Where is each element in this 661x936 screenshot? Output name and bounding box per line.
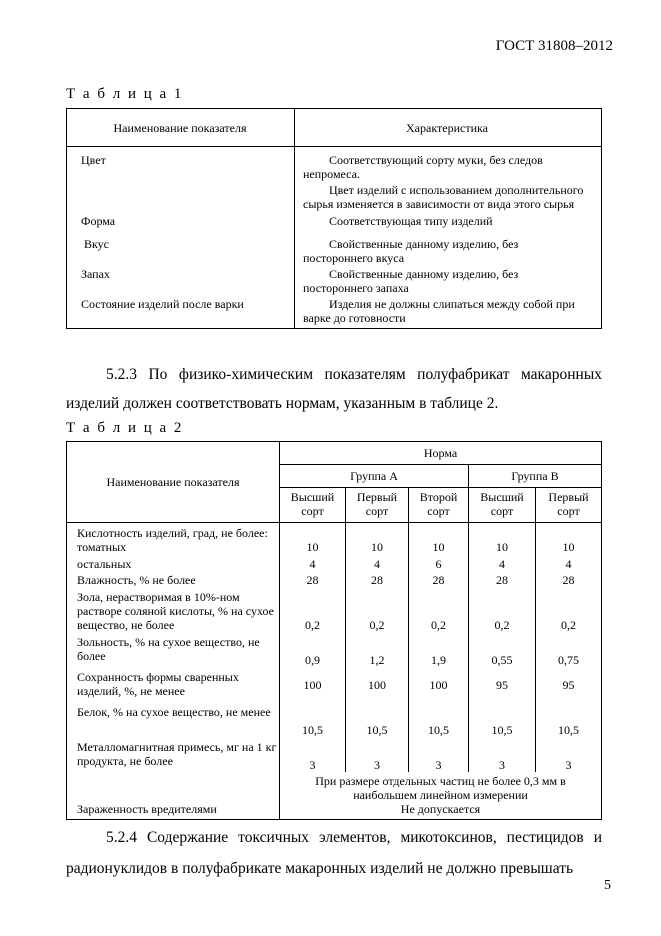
cell-value: 4 bbox=[469, 554, 536, 571]
paragraph-5-2-3: 5.2.3 По физико-химическим показателям полуфабрикат макаронных изделий должен соответствовать нормам, указанным в таблице 2. bbox=[66, 366, 602, 412]
cell-value: 0,75 bbox=[536, 632, 602, 667]
row-text: Соответствующая типу изделий bbox=[329, 214, 493, 228]
cell-value: 3 bbox=[536, 737, 602, 772]
cell-value: 0,2 bbox=[346, 587, 409, 632]
cell-value: 28 bbox=[469, 571, 536, 587]
cell-value: 10,5 bbox=[469, 702, 536, 737]
table-row bbox=[67, 667, 602, 702]
grade-header: Высший сорт bbox=[280, 488, 346, 523]
row-text: Изделия не должны слипаться между собой при варке до готовности bbox=[303, 297, 575, 325]
pests-value: Не допускается bbox=[280, 802, 602, 820]
norm-header: Норма bbox=[280, 442, 602, 465]
acidity-label: Кислотность изделий, град, не более: bbox=[77, 526, 268, 540]
table-row bbox=[67, 554, 602, 571]
cell-value: 6 bbox=[409, 554, 469, 571]
table-row bbox=[67, 523, 602, 541]
table-row bbox=[67, 802, 602, 820]
paragraph-5-2-4: 5.2.4 Содержание токсичных элементов, микотоксинов, пестицидов и радионуклидов в полуфабрикате макаронных изделий не должно превышать bbox=[66, 829, 602, 877]
cell-value: 28 bbox=[536, 571, 602, 587]
cell-value: 28 bbox=[409, 571, 469, 587]
cell-value: 0,2 bbox=[280, 587, 346, 632]
row-name: остальных bbox=[77, 557, 132, 571]
cell-value: 28 bbox=[346, 571, 409, 587]
table-row bbox=[67, 295, 602, 329]
cell-value: 3 bbox=[469, 737, 536, 772]
cell-value: 4 bbox=[280, 554, 346, 571]
table-row bbox=[67, 211, 602, 229]
table-2 bbox=[66, 441, 602, 820]
cell-value: 95 bbox=[469, 667, 536, 702]
row-name: Белок, % на сухое вещество, не менее bbox=[77, 705, 271, 719]
row-name: Зола, нерастворимая в 10%-ном растворе соляной кислоты, % на сухое вещество, не более bbox=[77, 590, 274, 632]
grade-header: Второй сорт bbox=[409, 488, 469, 523]
group-b-header: Группа В bbox=[469, 465, 602, 488]
table2-caption: Т а б л и ц а 2 bbox=[66, 420, 184, 436]
cell-value: 3 bbox=[280, 737, 346, 772]
table-row bbox=[67, 571, 602, 587]
cell-value: 10 bbox=[409, 540, 469, 554]
row-text: Соответствующий сорту муки, без следов непромеса. bbox=[303, 153, 543, 181]
cell-value: 3 bbox=[409, 737, 469, 772]
cell-value: 100 bbox=[280, 667, 346, 702]
row-text: Цвет изделий с использованием дополнительного сырья изменяется в зависимости от вида этого сырья bbox=[303, 183, 584, 211]
table-row bbox=[67, 540, 602, 554]
cell-value: 10,5 bbox=[536, 702, 602, 737]
cell-value: 10 bbox=[280, 540, 346, 554]
table-row bbox=[67, 772, 602, 802]
row-name: Цвет bbox=[67, 147, 295, 212]
row-name: Состояние изделий после варки bbox=[67, 295, 295, 329]
table-row bbox=[67, 147, 602, 212]
cell-value: 0,2 bbox=[536, 587, 602, 632]
metal-note: При размере отдельных частиц не более 0,3 мм в наибольшем линейном измерении bbox=[280, 772, 602, 802]
row-name: Запах bbox=[67, 265, 295, 295]
table-row bbox=[67, 737, 602, 772]
table-row bbox=[67, 265, 602, 295]
row-text: Свойственные данному изделию, без постороннего запаха bbox=[303, 267, 519, 295]
cell-value: 4 bbox=[346, 554, 409, 571]
row-name: Форма bbox=[67, 211, 295, 229]
row-name: Металломагнитная примесь, мг на 1 кг продукта, не более bbox=[77, 740, 277, 768]
cell-value: 10 bbox=[536, 540, 602, 554]
cell-value: 28 bbox=[280, 571, 346, 587]
table2-header-name: Наименование показателя bbox=[67, 442, 280, 523]
grade-header: Первый сорт bbox=[346, 488, 409, 523]
grade-header: Первый сорт bbox=[536, 488, 602, 523]
cell-value: 1,9 bbox=[409, 632, 469, 667]
table1-caption: Т а б л и ц а 1 bbox=[66, 86, 184, 102]
table1-header-characteristic: Характеристика bbox=[295, 109, 602, 147]
row-name: Зараженность вредителями bbox=[77, 802, 217, 816]
table-1 bbox=[66, 108, 602, 329]
cell-value: 100 bbox=[346, 667, 409, 702]
table-row bbox=[67, 632, 602, 667]
table-row bbox=[67, 587, 602, 632]
row-text: Свойственные данному изделию, без постороннего вкуса bbox=[303, 237, 519, 265]
cell-value: 0,9 bbox=[280, 632, 346, 667]
row-name: томатных bbox=[77, 540, 127, 554]
row-name: Зольность, % на сухое вещество, не более bbox=[77, 635, 260, 663]
cell-value: 10 bbox=[346, 540, 409, 554]
cell-value: 1,2 bbox=[346, 632, 409, 667]
cell-value: 10,5 bbox=[346, 702, 409, 737]
cell-value: 0,2 bbox=[469, 587, 536, 632]
table1-header-name: Наименование показателя bbox=[67, 109, 295, 147]
table-row bbox=[67, 229, 602, 265]
row-name: Вкус bbox=[67, 229, 295, 265]
cell-value: 3 bbox=[346, 737, 409, 772]
cell-value: 0,55 bbox=[469, 632, 536, 667]
standard-number: ГОСТ 31808–2012 bbox=[495, 38, 613, 54]
grade-header: Высший сорт bbox=[469, 488, 536, 523]
cell-value: 95 bbox=[536, 667, 602, 702]
cell-value: 10,5 bbox=[409, 702, 469, 737]
cell-value: 10,5 bbox=[280, 702, 346, 737]
table-row bbox=[67, 702, 602, 737]
group-a-header: Группа А bbox=[280, 465, 469, 488]
cell-value: 100 bbox=[409, 667, 469, 702]
page-number: 5 bbox=[604, 878, 611, 893]
row-name: Сохранность формы сваренных изделий, %, не менее bbox=[77, 670, 239, 698]
cell-value: 0,2 bbox=[409, 587, 469, 632]
row-name: Влажность, % не более bbox=[77, 573, 196, 587]
cell-value: 10 bbox=[469, 540, 536, 554]
cell-value: 4 bbox=[536, 554, 602, 571]
